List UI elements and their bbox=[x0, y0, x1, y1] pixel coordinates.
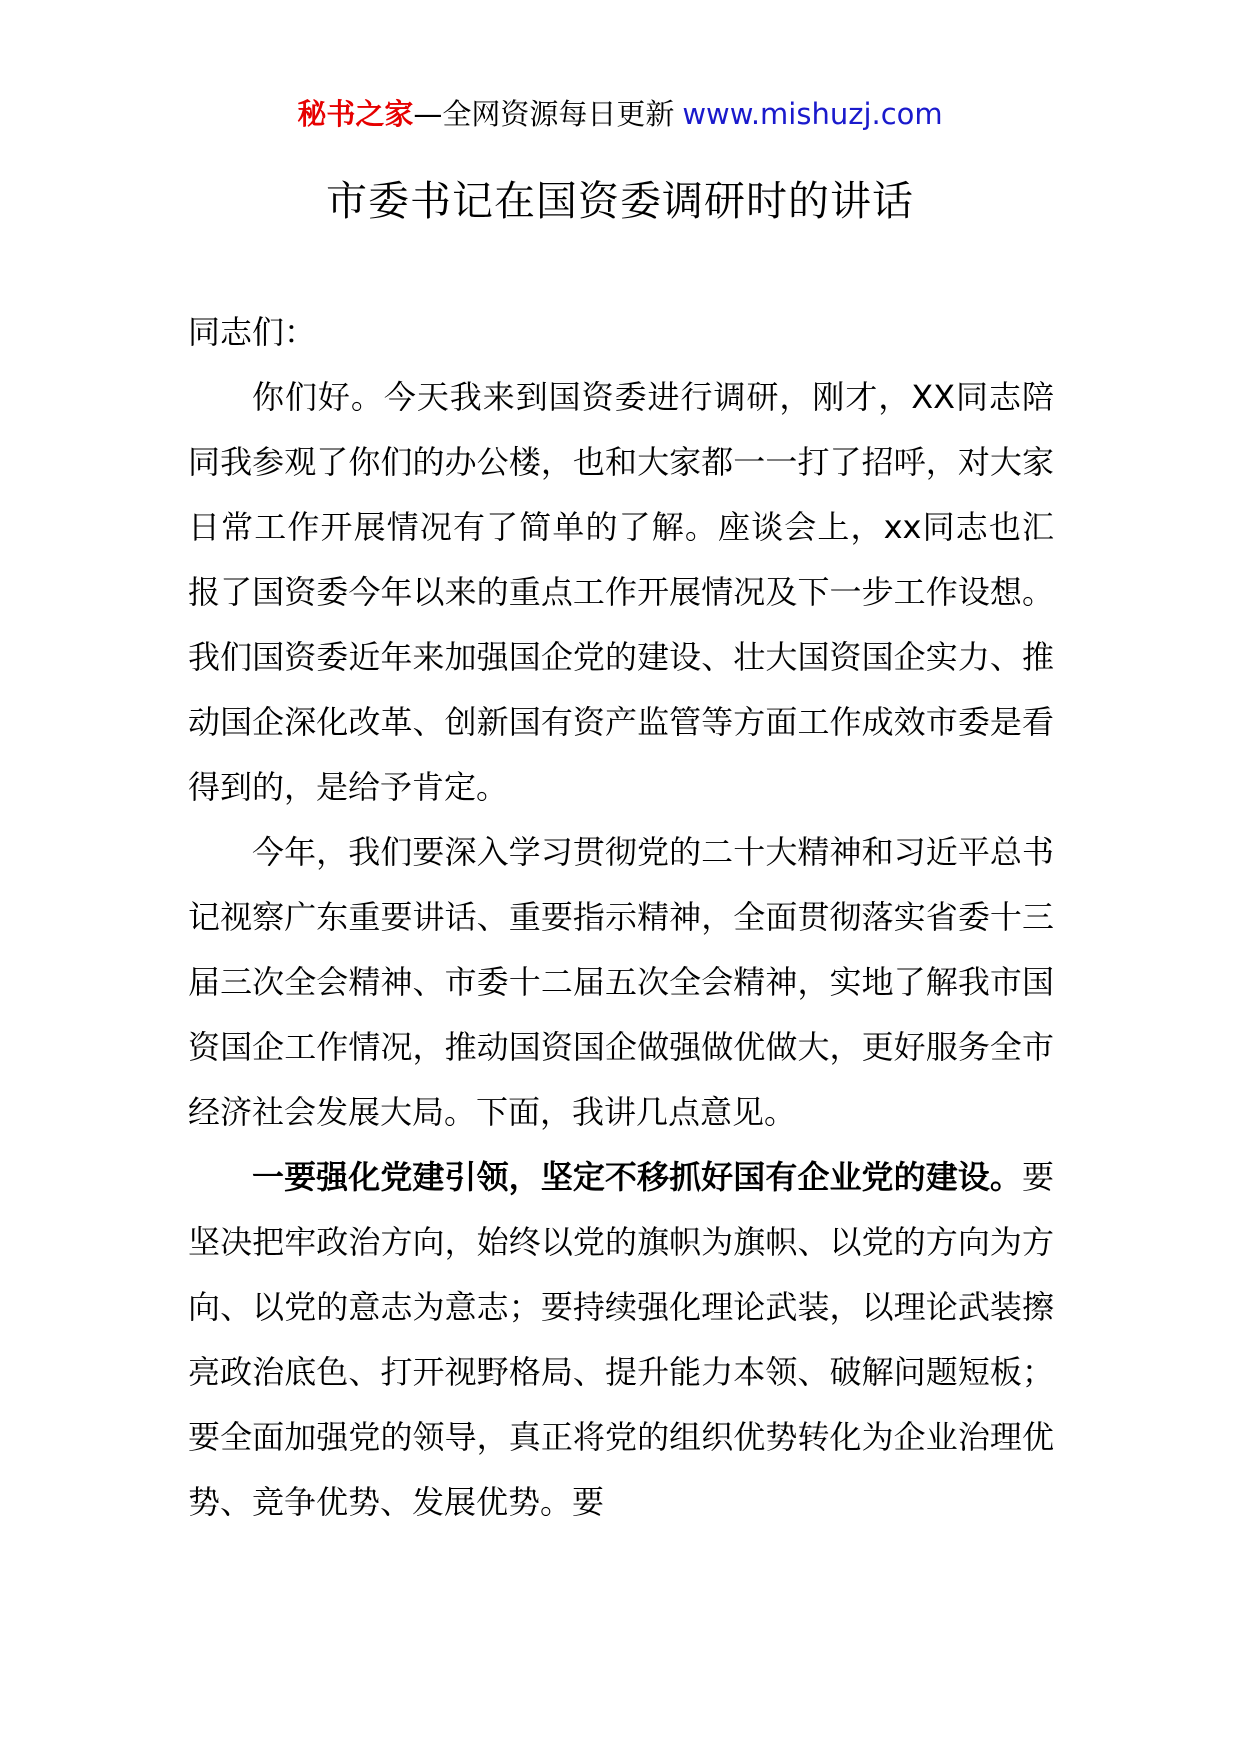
paragraph-3 bbox=[188, 1145, 1054, 1535]
site-header bbox=[0, 94, 1240, 134]
document-title: 市委书记在国资委调研时的讲话 bbox=[326, 177, 914, 225]
paragraph-3-text: 要坚决把牢政治方向，始终以党的旗帜为旗帜、以党的方向为方向、以党的意志为意志；要持续强化理论武装，以理论武装擦亮政治底色、打开视野格局、提升能力本领、破解问题短板；要全面加强党的领导，真正将党的组织优势转化为企业治理优势、竞争优势、发展优势。要 bbox=[188, 1158, 1054, 1521]
salutation: 同志们： bbox=[188, 313, 317, 351]
document-body bbox=[188, 300, 1054, 1535]
brand-name: 秘书之家 bbox=[297, 97, 414, 131]
site-url-link[interactable]: www.mishuzj.com bbox=[682, 97, 943, 131]
header-dash: — bbox=[413, 97, 443, 131]
paragraph-2: 今年，我们要深入学习贯彻党的二十大精神和习近平总书记视察广东重要讲话、重要指示精神，全面贯彻落实省委十三届三次全会精神、市委十二届五次全会精神，实地了解我市国资国企工作情况，推动国资国企做强做优做大，更好服务全市经济社会发展大局。下面，我讲几点意见。 bbox=[188, 833, 1054, 1131]
paragraph-3-lead: 一要强化党建引领，坚定不移抓好国有企业党的建设。 bbox=[252, 1158, 1022, 1196]
header-tagline: 全网资源每日更新 bbox=[442, 97, 675, 131]
paragraph-1: 你们好。今天我来到国资委进行调研，刚才，XX同志陪同我参观了你们的办公楼，也和大家都一一打了招呼，对大家日常工作开展情况有了简单的了解。座谈会上，xx同志也汇报了国资委今年以来的重点工作开展情况及下一步工作设想。我们国资委近年来加强国企党的建设、壮大国资国企实力、推动国企深化改革、创新国有资产监管等方面工作成效市委是看得到的，是给予肯定。 bbox=[188, 378, 1054, 806]
